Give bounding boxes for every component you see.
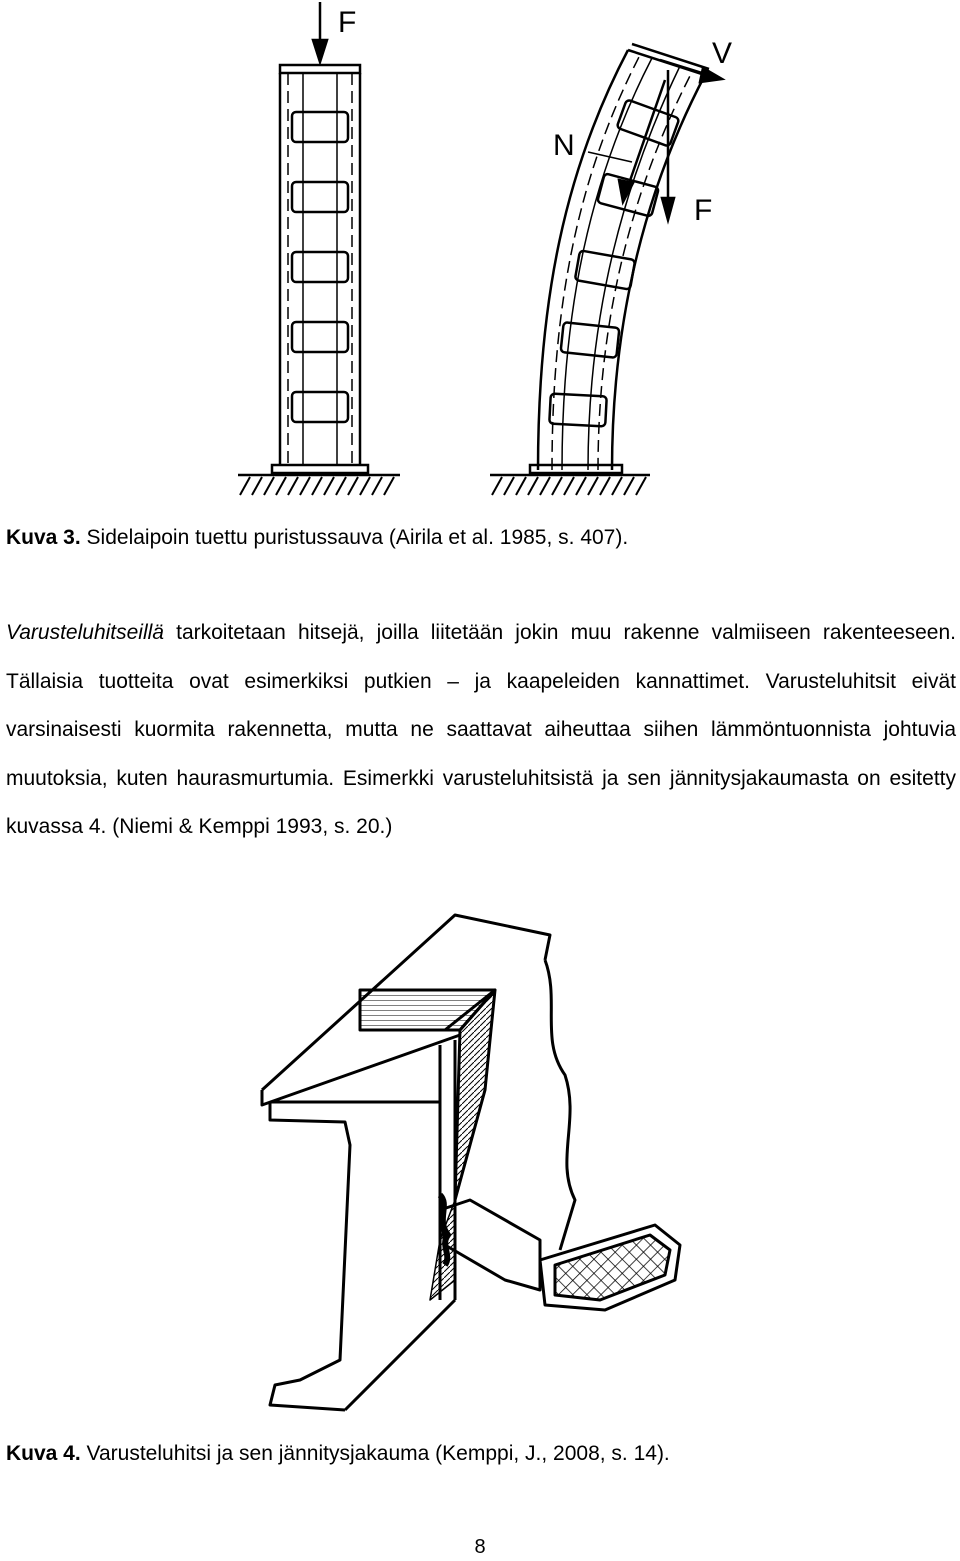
figure-4-caption	[6, 1440, 670, 1468]
buckled-column	[490, 44, 722, 495]
figure-4-caption-text: Varusteluhitsi ja sen jännitysjakauma (Kemppi, J., 2008, s. 14).	[80, 1442, 670, 1465]
body-paragraph	[6, 609, 956, 852]
n-label: N	[553, 129, 575, 162]
figure-3-caption-text: Sidelaipoin tuettu puristussauva (Airila et al. 1985, s. 407).	[80, 526, 629, 549]
force-label-left: F	[338, 6, 357, 39]
figure-4-caption-label: Kuva 4.	[6, 1442, 81, 1465]
force-label-right: F	[694, 194, 713, 227]
figure-3-caption	[6, 524, 628, 552]
paragraph-text: tarkoitetaan hitsejä, joilla liitetään jokin muu rakenne valmiiseen rakenteeseen. Tällaisia tuotteita ovat esimerkiksi putkien – ja kaapeleiden kannattimet. Varusteluhitsit eivät varsinaisesti kuormita rakennetta, mutta ne saattavat aiheuttaa siihen lämmöntuonnista johtuvia muutoksia, kuten haurasmurtumia. Esimerkki varusteluhitsistä ja sen jännitysjakaumasta on esitetty kuvassa 4. (Niemi & Kemppi 1993, s. 20.)	[6, 621, 956, 838]
figure-3-caption-label: Kuva 3.	[6, 526, 81, 549]
figure-3-drawing	[200, 0, 733, 505]
attachment-plate	[440, 1200, 680, 1310]
stress-distribution	[360, 990, 495, 1300]
page-number: 8	[474, 1536, 486, 1558]
v-label: V	[712, 37, 733, 70]
paragraph-term: Varusteluhitseillä	[6, 621, 164, 644]
figure-4-drawing	[240, 905, 720, 1425]
straight-column	[238, 2, 400, 495]
